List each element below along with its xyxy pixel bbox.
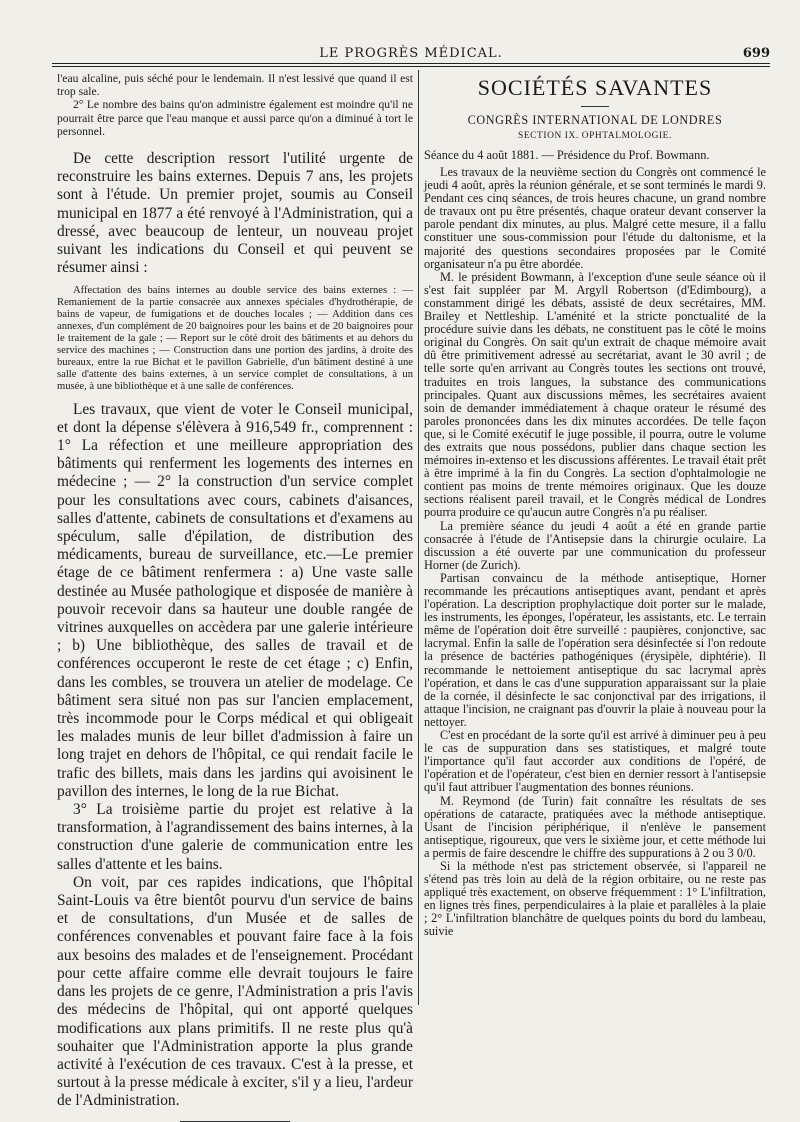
report-paragraph-7: Si la méthode n'est pas strictement observée, si l'appareil ne s'étend pas très loin au delà de la région orbitaire, ou ne reste pas appliqué très exactement, on observe fréquemment : 1° L'infiltration, en lignes très fines, perpendiculaires à la plaie et parallèles à la plaie ; 2° L'infiltration blanchâtre de quelques points du bord du lambeau, suivie — [424, 858, 766, 939]
end-rule — [180, 1121, 290, 1122]
intro-paragraph: l'eau alcaline, puis séché pour le lendemain. Il n'est lessivé que quand il est trop sale. — [57, 72, 413, 99]
section-title: SOCIÉTÉS SAVANTES — [477, 75, 713, 100]
report-paragraph-5: C'est en procédant de la sorte qu'il est arrivé à diminuer peu à peu le cas de suppuration dans ses statistiques, et malgré toute l'importance qu'il faut accorder aux conditions de l'opéré, de l'opération et de l'opérateur, c'est bien en dernier ressort à l'antisepsie qu'il faut attribuer l'augmentation des bonnes réunions. — [424, 728, 766, 795]
report-paragraph-1: Les travaux de la neuvième section du Congrès ont commencé le jeudi 4 août, après la réunion générale, et se sont terminés le mardi 9. Pendant ces cinq séances, de trois heures chacune, un grand nombre de travaux ont pu être présentés, chaque orateur devant conserver la parole pendant dix minutes, au plus. Malgré cette mesure, il a fallu constituer une sous-commission pour l'étude du daltonisme, et la majorité des questions secondaires proposées par le Comité organisateur n'a pu être abordée. — [424, 165, 766, 271]
right-column — [424, 72, 766, 939]
column-divider — [418, 70, 419, 1005]
travaux-paragraph: Les travaux, que vient de voter le Conseil municipal, et dont la dépense s'élèvera à 916,549 fr., comprennent : 1° La réfection et une meilleure appropriation des bâtiments qui renferment les logements des internes en médecine ; — 2° la construction d'un service complet pour les consultations avec cours, cabinets d'aisances, salles d'attente, cabinets de consultations et d'examens au spéculum, salle d'épilation, de distribution des médicaments, bureau de surveillance, etc.—Le premier étage de ce bâtiment renfermera : a) Une vaste salle destinée au Musée pathologique et disposée de manière à pouvoir recevoir dans sa hauteur une double rangée de vitrines auxquelles on accèdera par une galerie intérieure ; b) Une bibliothèque, des salles de travail et de conférences occuperont le reste de cet étage ; c) Enfin, dans les combles, se trouvera un atelier de modelage. Ce bâtiment sera situé non pas sur l'ancien emplacement, très incommode pour le Corps médical et qui obligeait les malades munis de leur billet d'admission à faire un long trajet en dehors de l'hôpital, ce qui rendait facile le trafic des billets, mais dans les jardins qui avoisinent le pavillon des internes, le long de la rue Bichat. — [57, 400, 413, 800]
section-subheading: SECTION IX. OPHTALMOLOGIE. — [518, 131, 672, 141]
point-two-paragraph: 2° Le nombre des bains qu'on administre également est moindre qu'il ne pourrait être parce que l'eau manque et aussi parce qu'on a diminué à tort le personnel. — [57, 98, 413, 138]
seance-line: Séance du 4 août 1881. — Présidence du Prof. Bowmann. — [424, 148, 710, 162]
conclusion-paragraph: On voit, par ces rapides indications, que l'hôpital Saint-Louis va être bientôt pourvu d'un service de bains et de consultations, d'un Musée et de salles de conférences convenables et pouvant faire face à la fois aux besoins des malades et de l'enseignement. Procédant pour cette affaire comme elle devrait toujours le faire dans les projets de ce genre, l'Administration a pris l'avis des médecins de l'hôpital, qui ont apporté quelques modifications aux plans primitifs. Il ne reste plus qu'à souhaiter que l'Administration apporte la plus grande activité à l'exécution de ces travaux. C'est à la presse, et surtout à la presse médicale à exciter, s'il y a lieu, l'ardeur de l'Administration. — [57, 873, 413, 1110]
troisieme-paragraph: 3° La troisième partie du projet est relative à la transformation, à l'agrandissement des bains internes, à la construction d'une galerie de communication entre les salles d'attente et les bains. — [57, 801, 413, 873]
page-number: 699 — [742, 46, 770, 61]
description-paragraph: De cette description ressort l'utilité urgente de reconstruire les bains externes. Depuis 7 ans, les projets sont à l'étude. Un premier projet, soumis au Conseil municipal en 1877 a été renvoyé à l'Administration, qui a dressé, avec beaucoup de lenteur, un nouveau projet suivant les indications du Conseil et qui peuvent se résumer ainsi : — [57, 150, 413, 277]
left-column — [57, 72, 413, 1122]
journal-title: LE PROGRÈS MÉDICAL. — [319, 46, 503, 61]
congress-heading: CONGRÈS INTERNATIONAL DE LONDRES — [467, 113, 723, 127]
report-paragraph-4: Partisan convaincu de la méthode antiseptique, Horner recommande les précautions antiseptiques avant, pendant et après l'opération. La description prophylactique doit porter sur le malade, les instruments, les éponges, l'opérateur, les assistants, etc. Le terrain même de l'opération doit être surveillé : paupières, conjonctive, sac lacrymal. Enfin la salle de l'opération sera désinfectée si l'on redoute la présence de bactéries pathogéniques (érysipèle, diphtérie). Il recommande le nettoiement antiseptique du sac lacrymal après l'opération, et dans le cas d'une suppuration apparaissant sur la plaie de la cornée, il désinfecte le sac conjonctival par des irrigations, il attaque l'incision, ne craignant pas d'ouvrir la plaie à nouveau pour la nettoyer. — [424, 570, 766, 729]
section-rule — [581, 106, 609, 107]
affectation-list: Affectation des bains internes au double service des bains externes : — Remaniement de la partie consacrée aux annexes spéciales d'hydrothérapie, de bains de vapeur, de fumigations et de douches locales ; — Addition dans ces annexes, d'un complément de 20 baignoires pour les bains et de 20 baignoires pour le traitement de la gale ; — Report sur le côté droit des bâtiments et au dehors du service des machines ; — Construction dans une portion des jardins, à droite des bureaux, entre la rue Bichat et le pavillon Gabrielle, d'un bâtiment destiné à une salle d'attente des bains externes, à un service complet de consultations, à un musée, à une bibliothèque et à une salle de conférences. — [57, 285, 413, 392]
report-paragraph-6: M. Reymond (de Turin) fait connaître les résultats de ses opérations de cataracte, pratiquées avec la méthode antiseptique. Usant de l'incision périphérique, il n'enlève le pansement antiseptique, rigoureux, que vers le sixième jour, et cette méthode lui a permis de faire descendre le chiffre des suppurations à 2 ou 3 0/0. — [424, 793, 766, 860]
header-rule — [52, 63, 770, 67]
report-paragraph-3: La première séance du jeudi 4 août a été en grande partie consacrée à l'étude de l'Antisepsie dans la chirurgie oculaire. La discussion a été ouverte par une communication du professeur Horner (de Zurich). — [424, 518, 766, 572]
report-paragraph-2: M. le président Bowmann, à l'exception d'une seule séance où il s'est fait suppléer par M. Argyll Robertson (d'Edimbourg), a constamment dirigé les débats, assisté de deux secrétaires, MM. Brailey et Nettleship. L'aménité et la stricte ponctualité de la procédure suivie dans les débats, ne constituent pas le côté le moins original du Congrès. On sait qu'un extrait de chaque mémoire avait dû être primitivement adressé au secrétariat, avant le 30 avril ; de telle sorte qu'en arrivant au Congrès toutes les sections ont trouvé, traduites en trois langues, la substance des communications principales. Quant aux discussions mêmes, les secrétaires avaient soin de demander immédiatement à chaque orateur le résumé des paroles prononcées dans les dix minutes accordées. De telle façon que, si le Comité exécutif le juge possible, il pourra, outre le volume des extraits que nous possédons, publier dans chaque section les mémoires in-extenso et les discussions afférentes. Le travail était prêt à être imprimé à la fin du Congrès. La section d'ophtalmologie ne contient pas moins de trente mémoires originaux. Que les douze sections réalisent pareil travail, et le Congrès médical de Londres pourra produire ce qu'aucun autre Congrès n'a pu réaliser. — [424, 269, 766, 520]
